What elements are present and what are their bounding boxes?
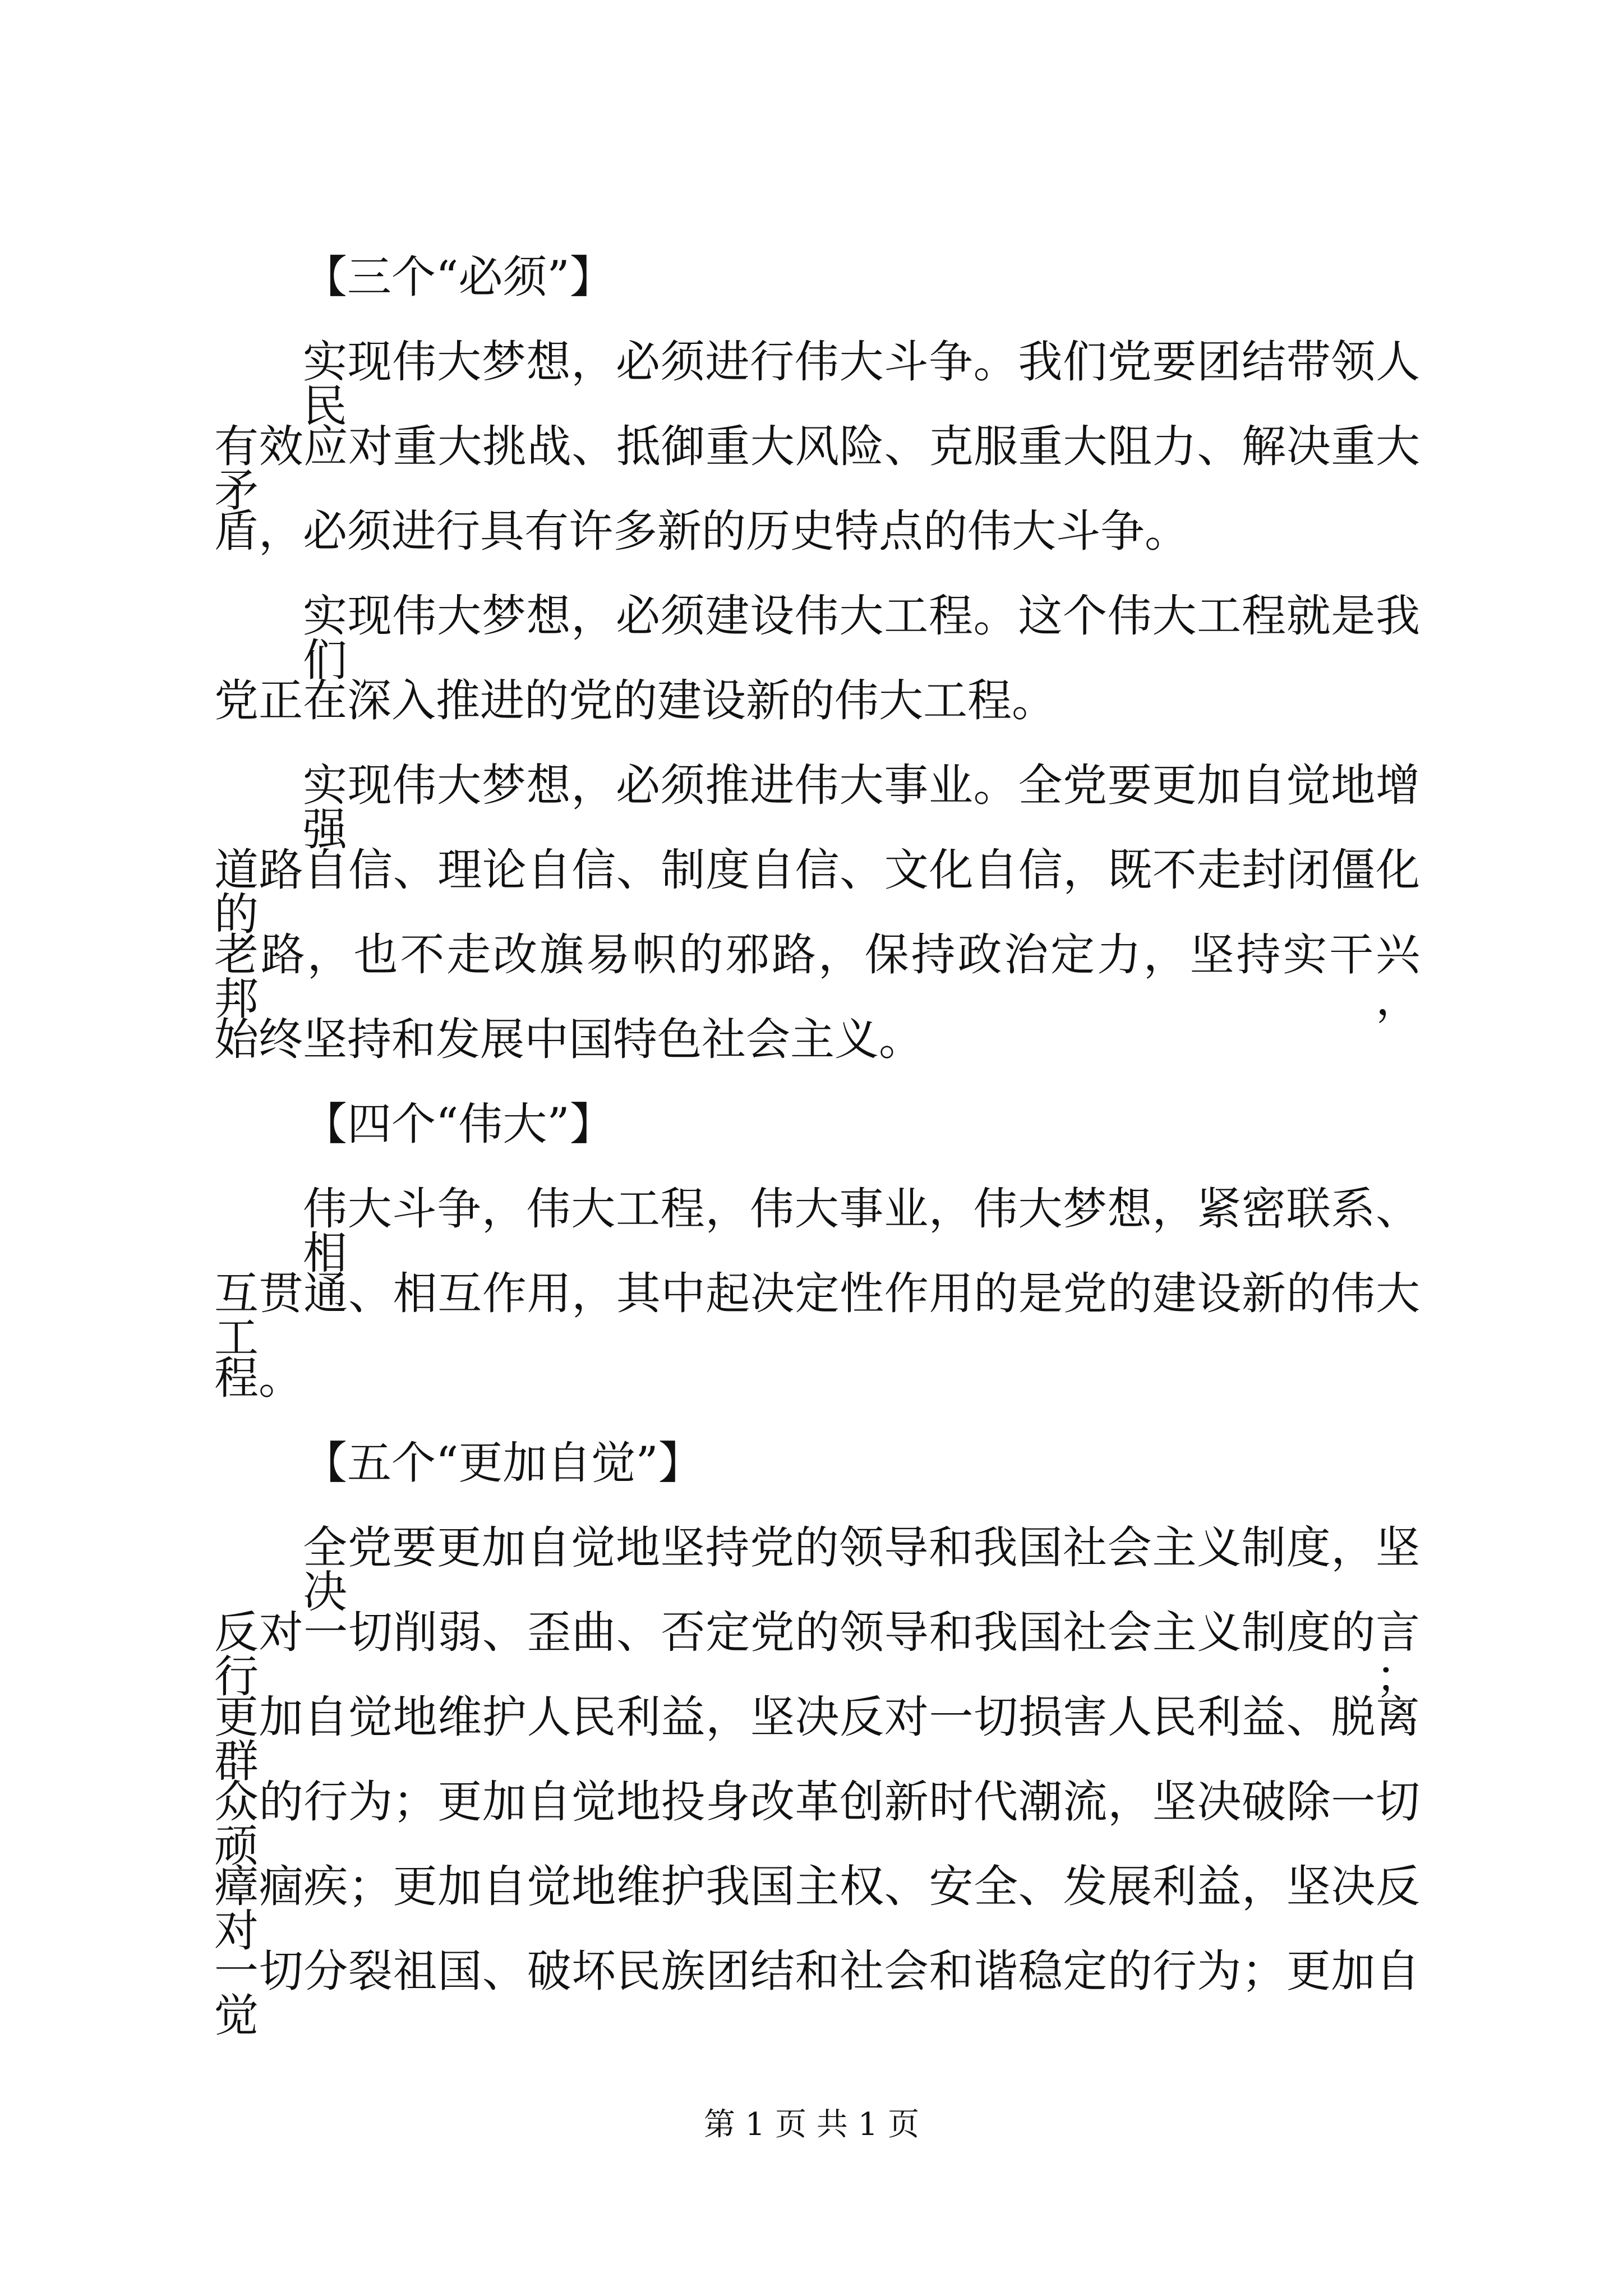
paragraph-line: 反对一切削弱、歪曲、否定党的领导和我国社会主义制度的言行； [214,1607,1420,1703]
paragraph-line: 有效应对重大挑战、抵御重大风险、克服重大阻力、解决重大矛 [214,421,1420,517]
paragraph-line: 老路，也不走改旗易帜的邪路，保持政治定力，坚持实干兴邦， [214,929,1420,1025]
paragraph-line: 程。 [214,1352,303,1404]
paragraph-line: 始终坚持和发展中国特色社会主义。 [214,1014,923,1065]
paragraph-line: 道路自信、理论自信、制度自信、文化自信，既不走封闭僵化的 [214,844,1420,940]
paragraph-line: 瘴痼疾；更加自觉地维护我国主权、安全、发展利益，坚决反对 [214,1861,1420,1957]
paragraph-line: 党正在深入推进的党的建设新的伟大工程。 [214,675,1056,726]
paragraph-line: 一切分裂祖国、破坏民族团结和社会和谐稳定的行为；更加自觉 [214,1945,1420,2041]
paragraph-line: 互贯通、相互作用，其中起决定性作用的是党的建设新的伟大工 [214,1268,1420,1364]
paragraph-line: 众的行为；更加自觉地投身改革创新时代潮流，坚决破除一切顽 [214,1776,1420,1872]
paragraph-line: 伟大斗争，伟大工程，伟大事业，伟大梦想，紧密联系、相 [303,1183,1420,1279]
paragraph-line: 实现伟大梦想，必须建设伟大工程。这个伟大工程就是我们 [303,590,1420,686]
paragraph-line: 实现伟大梦想，必须进行伟大斗争。我们党要团结带领人民 [303,336,1420,432]
paragraph-line: 盾，必须进行具有许多新的历史特点的伟大斗争。 [214,505,1189,557]
page-footer: 第 1 页 共 1 页 [703,2106,920,2143]
section-heading: 【三个“必须”】 [303,251,614,303]
paragraph-line: 更加自觉地维护人民利益，坚决反对一切损害人民利益、脱离群 [214,1691,1420,1787]
paragraph-line: 全党要更加自觉地坚持党的领导和我国社会主义制度，坚决 [303,1522,1420,1618]
document-body [214,251,1420,2041]
section-heading: 【五个“更加自觉”】 [303,1437,703,1489]
paragraph-line: 实现伟大梦想，必须推进伟大事业。全党要更加自觉地增强 [303,760,1420,855]
section-heading: 【四个“伟大”】 [303,1098,614,1150]
